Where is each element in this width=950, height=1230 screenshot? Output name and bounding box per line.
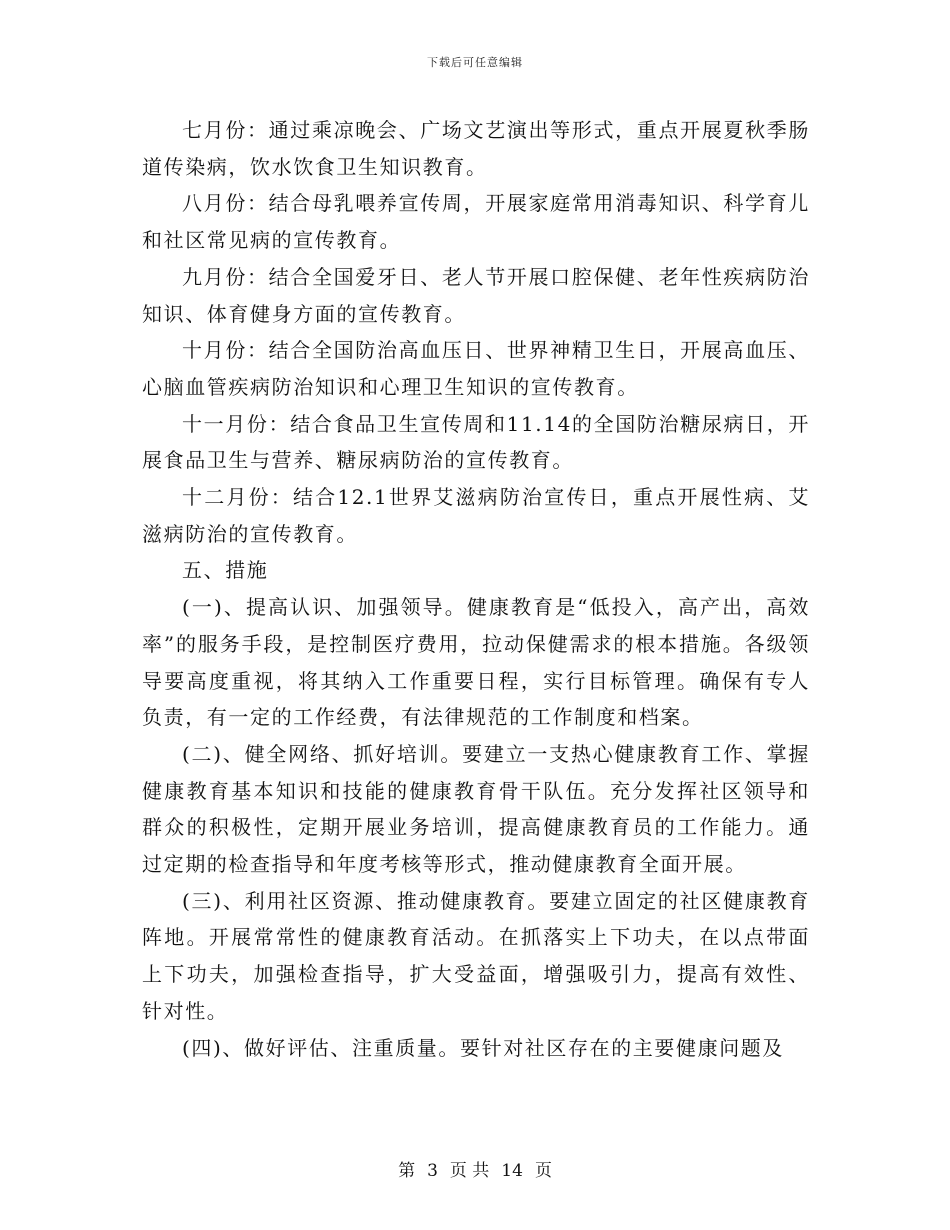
footer-middle: 页 共 xyxy=(449,1161,490,1181)
paragraph-december: 十二月份：结合12.1世界艾滋病防治宣传日，重点开展性病、艾滋病防治的宣传教育。 xyxy=(142,485,810,546)
paragraph-measure-3: (三)、利用社区资源、推动健康教育。要建立固定的社区健康教育阵地。开展常常性的健康教育活动。在抓落实上下功夫，在以点带面上下功夫，加强检查指导，扩大受益面，增强吸引力，提高有效性、针对性。 xyxy=(142,888,810,1023)
section-heading-measures: 五、措施 xyxy=(182,558,269,583)
footer-total-pages: 14 xyxy=(501,1161,523,1181)
paragraph-september: 九月份：结合全国爱牙日、老人节开展口腔保健、老年性疾病防治知识、体育健身方面的宣传教育。 xyxy=(142,264,810,326)
paragraph-november: 十一月份：结合食品卫生宣传周和11.14的全国防治糖尿病日，开展食品卫生与营养、糖尿病防治的宣传教育。 xyxy=(142,411,810,473)
paragraph-measure-2: (二)、健全网络、抓好培训。要建立一支热心健康教育工作、掌握健康教育基本知识和技能的健康教育骨干队伍。充分发挥社区领导和群众的积极性，定期开展业务培训，提高健康教育员的工作能力。通过定期的检查指导和年度考核等形式，推动健康教育全面开展。 xyxy=(142,741,810,877)
footer-prefix: 第 xyxy=(398,1161,416,1181)
footer-page-number: 3 xyxy=(427,1161,438,1181)
document-body xyxy=(142,112,810,1066)
page-footer xyxy=(0,1156,950,1181)
paragraph-october: 十月份：结合全国防治高血压日、世界神精卫生日，开展高血压、心脑血管疾病防治知识和心理卫生知识的宣传教育。 xyxy=(142,338,810,399)
paragraph-measure-4: (四)、做好评估、注重质量。要针对社区存在的主要健康问题及 xyxy=(182,1035,785,1060)
paragraph-august: 八月份：结合母乳喂养宣传周，开展家庭常用消毒知识、科学育儿和社区常见病的宣传教育。 xyxy=(142,191,810,253)
paragraph-july: 七月份：通过乘凉晚会、广场文艺演出等形式，重点开展夏秋季肠道传染病，饮水饮食卫生知识教育。 xyxy=(142,118,810,179)
page-header: 下载后可任意编辑 xyxy=(427,56,523,69)
paragraph-measure-1: (一)、提高认识、加强领导。健康教育是“低投入，高产出，高效率”的服务手段，是控制医疗费用，拉动保健需求的根本措施。各级领导要高度重视，将其纳入工作重要日程，实行目标管理。确保有专人负责，有一定的工作经费，有法律规范的工作制度和档案。 xyxy=(142,595,810,730)
footer-suffix: 页 xyxy=(534,1161,552,1181)
